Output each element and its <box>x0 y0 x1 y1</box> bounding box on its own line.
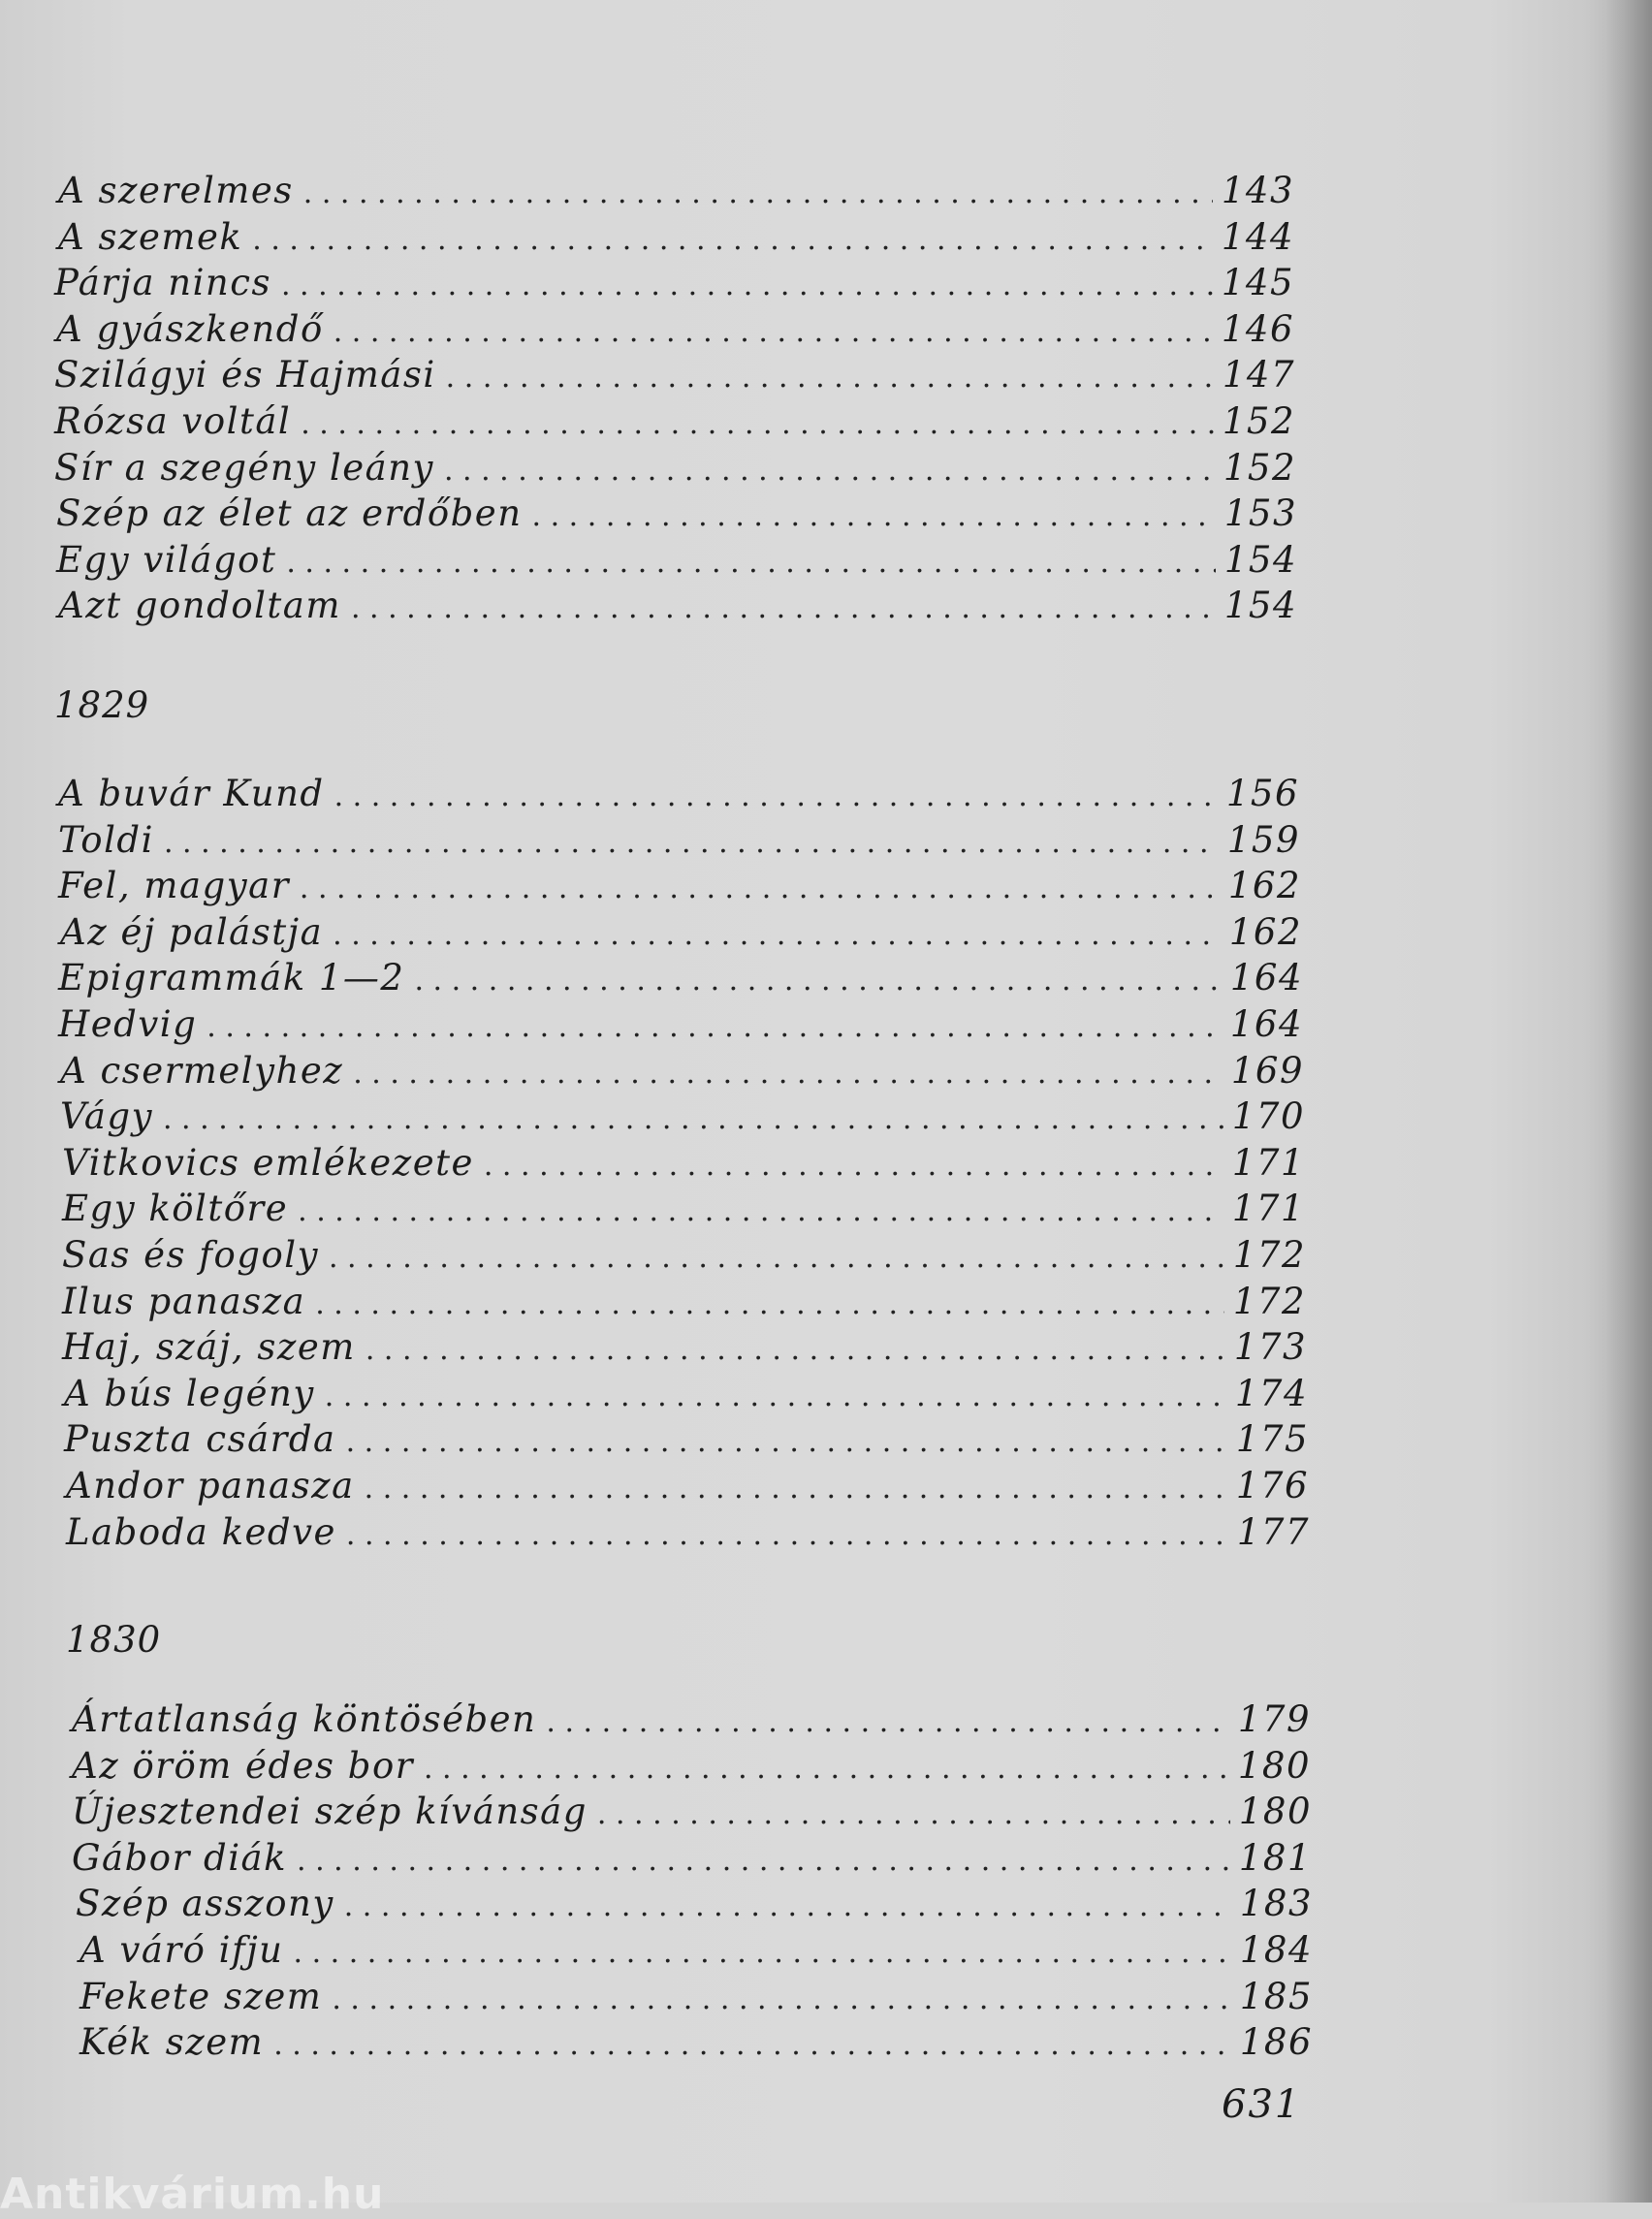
dot-leader <box>597 1791 1230 1838</box>
entry-page-number: 154 <box>1223 538 1297 581</box>
entry-title: Fekete szem <box>79 1975 323 2017</box>
entry-title: Ártatlanság köntösében <box>72 1698 537 1740</box>
entry-page-number: 171 <box>1231 1141 1305 1184</box>
dot-leader <box>546 1699 1229 1746</box>
entry-title: Toldi <box>58 818 154 861</box>
dot-leader <box>365 1327 1225 1374</box>
entry-page-number: 171 <box>1231 1188 1305 1230</box>
dot-leader <box>206 1004 1222 1051</box>
toc-entry <box>58 214 1294 261</box>
dot-leader <box>252 217 1213 264</box>
entry-page-number: 186 <box>1239 2021 1313 2064</box>
toc-entry <box>56 537 1297 584</box>
entry-title: Az öröm édes bor <box>72 1744 414 1787</box>
dot-leader <box>294 1930 1232 1977</box>
entry-title: Egy költőre <box>62 1188 289 1230</box>
entry-page-number: 144 <box>1221 215 1294 258</box>
entry-page-number: 164 <box>1229 957 1303 999</box>
entry-page-number: 176 <box>1235 1464 1309 1506</box>
entry-page-number: 175 <box>1235 1418 1309 1461</box>
dot-leader <box>315 1282 1224 1328</box>
dot-leader <box>344 1884 1231 1930</box>
entry-page-number: 156 <box>1225 773 1299 814</box>
entry-title: A szerelmes <box>58 170 294 211</box>
entry-page-number: 147 <box>1222 354 1295 396</box>
toc-entry <box>54 352 1295 398</box>
toc-entry <box>72 1789 1312 1835</box>
toc-entry <box>60 909 1302 956</box>
toc-entry <box>60 1048 1304 1094</box>
dot-leader <box>332 1977 1231 2023</box>
entry-title: Laboda kedve <box>66 1510 336 1553</box>
entry-page-number: 181 <box>1238 1836 1312 1879</box>
toc-entry <box>64 1371 1308 1417</box>
dot-leader <box>298 1189 1223 1235</box>
toc-entry <box>60 1094 1305 1140</box>
entry-page-number: 154 <box>1223 585 1297 627</box>
dot-leader <box>353 1051 1223 1097</box>
toc-entry <box>58 955 1303 1001</box>
dot-leader <box>532 493 1216 540</box>
toc-entry <box>72 1696 1311 1743</box>
entry-page-number: 179 <box>1237 1698 1311 1740</box>
dot-leader <box>365 1466 1227 1512</box>
entry-title: Ilus panasza <box>62 1280 306 1322</box>
entry-page-number: 172 <box>1232 1233 1306 1276</box>
entry-title: A szemek <box>58 215 243 258</box>
dot-leader <box>163 1096 1223 1143</box>
dot-leader <box>303 171 1213 217</box>
toc-entry <box>58 817 1300 864</box>
entry-page-number: 173 <box>1233 1326 1307 1369</box>
dot-leader <box>484 1143 1223 1189</box>
toc-section-continued <box>0 168 1652 629</box>
entry-page-number: 180 <box>1237 1744 1311 1787</box>
page-number-folio: 631 <box>1222 2082 1302 2127</box>
entry-title: Egy világot <box>56 538 277 581</box>
entry-title: A buvár Kund <box>58 773 325 814</box>
dot-leader <box>164 820 1219 867</box>
toc-entry <box>58 771 1299 817</box>
toc-entry <box>66 1463 1309 1509</box>
entry-title: Puszta csárda <box>64 1418 336 1461</box>
dot-leader <box>281 263 1213 309</box>
entry-title: A gyászkendő <box>56 307 324 350</box>
dot-leader <box>325 1374 1226 1420</box>
toc-entry <box>72 1743 1311 1790</box>
entry-title: Újesztendei szép kívánság <box>72 1791 588 1833</box>
entry-page-number: 185 <box>1239 1975 1313 2017</box>
entry-title: Kék szem <box>79 2021 265 2064</box>
toc-entry <box>79 1927 1313 1974</box>
toc-entry <box>56 491 1297 537</box>
toc-entry <box>64 1416 1309 1463</box>
toc-entry <box>54 260 1294 306</box>
entry-title: Gábor diák <box>72 1836 288 1879</box>
toc-entry <box>54 398 1295 445</box>
entry-page-number: 184 <box>1239 1928 1313 1971</box>
dot-leader <box>286 540 1216 586</box>
entry-title: Sír a szegény leány <box>54 446 434 489</box>
toc-section-1829 <box>0 771 1652 1555</box>
entry-title: Fel, magyar <box>58 865 290 907</box>
entry-page-number: 152 <box>1222 399 1295 442</box>
dot-leader <box>446 355 1214 401</box>
dot-leader <box>346 1419 1227 1466</box>
toc-entry <box>79 1974 1313 2020</box>
entry-page-number: 162 <box>1227 865 1301 907</box>
entry-title: Epigrammák 1—2 <box>58 957 405 999</box>
entry-page-number: 169 <box>1230 1049 1304 1092</box>
year-heading-1829: 1829 <box>54 684 150 726</box>
entry-title: Vitkovics emlékezete <box>62 1141 474 1184</box>
toc-entry <box>62 1186 1305 1232</box>
entry-page-number: 172 <box>1232 1280 1306 1322</box>
entry-page-number: 146 <box>1221 307 1294 350</box>
toc-entry <box>58 863 1301 909</box>
entry-page-number: 164 <box>1229 1002 1303 1045</box>
entry-title: Vágy <box>60 1095 153 1138</box>
toc-entry <box>56 306 1294 353</box>
toc-entry <box>62 1324 1307 1371</box>
entry-page-number: 152 <box>1223 446 1296 489</box>
year-heading-1830: 1830 <box>66 1619 162 1661</box>
entry-page-number: 162 <box>1228 910 1302 953</box>
entry-page-number: 174 <box>1234 1372 1308 1414</box>
toc-entry <box>58 168 1294 214</box>
entry-page-number: 145 <box>1221 262 1294 304</box>
entry-title: Haj, száj, szem <box>62 1326 356 1369</box>
toc-entry <box>62 1279 1306 1325</box>
entry-title: Szép az élet az erdőben <box>56 492 523 535</box>
toc-entry <box>58 1001 1303 1048</box>
dot-leader <box>414 958 1222 1004</box>
dot-leader <box>273 2022 1231 2069</box>
entry-title: Az éj palástja <box>60 910 324 953</box>
entry-title: Párja nincs <box>54 262 271 304</box>
toc-entry <box>62 1140 1305 1187</box>
entry-title: Azt gondoltam <box>58 585 341 627</box>
dot-leader <box>300 866 1220 912</box>
toc-entry <box>62 1232 1306 1279</box>
entry-title: Hedvig <box>58 1002 198 1045</box>
entry-title: A bús legény <box>64 1372 315 1414</box>
dot-leader <box>351 586 1216 632</box>
entry-page-number: 153 <box>1223 492 1297 535</box>
entry-title: Szilágyi és Hajmási <box>54 354 436 396</box>
toc-section-1830 <box>0 1696 1652 2066</box>
entry-page-number: 143 <box>1221 170 1294 211</box>
dot-leader <box>346 1512 1228 1559</box>
entry-title: Sas és fogoly <box>62 1233 319 1276</box>
entry-title: Szép asszony <box>76 1883 334 1925</box>
toc-entry <box>76 1881 1313 1927</box>
dot-leader <box>444 448 1215 494</box>
entry-title: A csermelyhez <box>60 1049 344 1092</box>
dot-leader <box>297 1838 1230 1885</box>
toc-entry <box>79 2019 1313 2066</box>
dot-leader <box>333 912 1221 959</box>
watermark-text: Antikvárium.hu <box>0 2170 385 2219</box>
entry-page-number: 159 <box>1226 818 1300 861</box>
dot-leader <box>334 309 1213 356</box>
entry-title: Rózsa voltál <box>54 399 292 442</box>
toc-entry <box>72 1835 1312 1882</box>
entry-title: A váró ifju <box>79 1928 284 1971</box>
entry-page-number: 180 <box>1238 1791 1312 1833</box>
dot-leader <box>334 774 1218 820</box>
entry-title: Andor panasza <box>66 1464 355 1506</box>
entry-page-number: 183 <box>1239 1883 1313 1925</box>
dot-leader <box>301 401 1214 448</box>
entry-page-number: 170 <box>1231 1095 1305 1138</box>
toc-entry <box>54 445 1296 491</box>
toc-entry <box>58 583 1297 629</box>
dot-leader <box>329 1235 1224 1282</box>
entry-page-number: 177 <box>1236 1510 1310 1553</box>
dot-leader <box>424 1746 1229 1792</box>
toc-entry <box>66 1509 1310 1556</box>
